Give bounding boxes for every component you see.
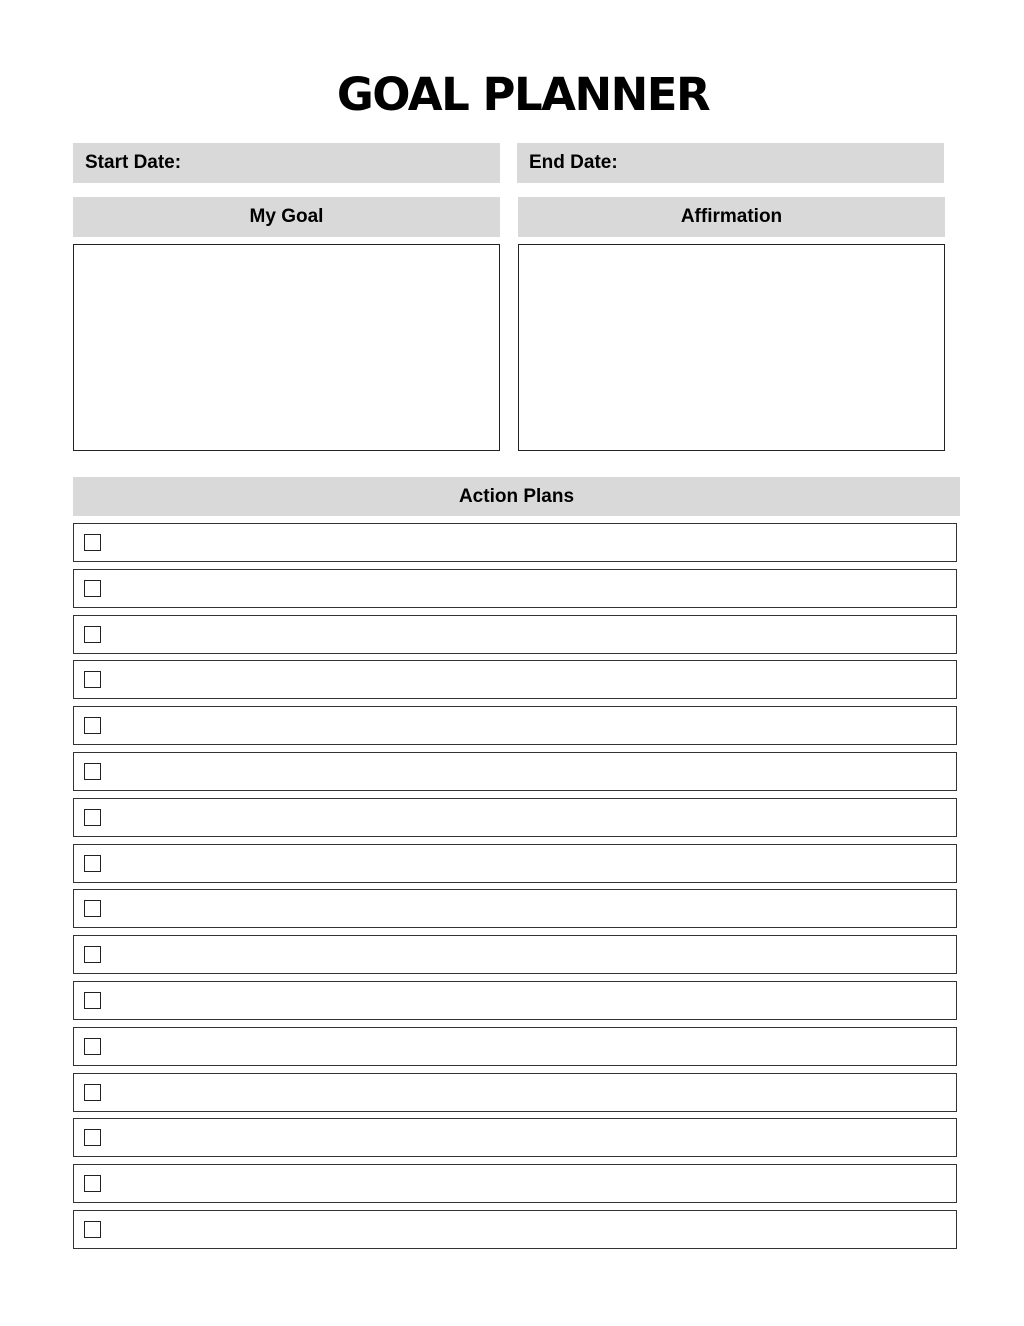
checkbox-icon[interactable] xyxy=(84,946,101,963)
action-plan-row[interactable] xyxy=(73,1210,957,1249)
action-plan-row[interactable] xyxy=(73,935,957,974)
checkbox-icon[interactable] xyxy=(84,992,101,1009)
action-plan-row[interactable] xyxy=(73,660,957,699)
checkbox-icon[interactable] xyxy=(84,1129,101,1146)
action-plans-header: Action Plans xyxy=(73,477,960,516)
action-plan-row[interactable] xyxy=(73,798,957,837)
affirmation-textbox[interactable] xyxy=(518,244,945,451)
checkbox-icon[interactable] xyxy=(84,900,101,917)
action-plan-row[interactable] xyxy=(73,706,957,745)
action-plan-row[interactable] xyxy=(73,981,957,1020)
my-goal-header: My Goal xyxy=(73,197,500,237)
checkbox-icon[interactable] xyxy=(84,1175,101,1192)
checkbox-icon[interactable] xyxy=(84,1038,101,1055)
action-plan-row[interactable] xyxy=(73,1118,957,1157)
checkbox-icon[interactable] xyxy=(84,534,101,551)
affirmation-header: Affirmation xyxy=(518,197,945,237)
start-date-field[interactable] xyxy=(73,143,500,183)
action-plan-row[interactable] xyxy=(73,1073,957,1112)
end-date-label: End Date: xyxy=(529,152,618,173)
end-date-field[interactable] xyxy=(517,143,944,183)
checkbox-icon[interactable] xyxy=(84,763,101,780)
checkbox-icon[interactable] xyxy=(84,626,101,643)
page-title: GOAL PLANNER xyxy=(336,68,710,121)
checkbox-icon[interactable] xyxy=(84,580,101,597)
action-plan-row[interactable] xyxy=(73,523,957,562)
checkbox-icon[interactable] xyxy=(84,1084,101,1101)
action-plan-row[interactable] xyxy=(73,615,957,654)
checkbox-icon[interactable] xyxy=(84,1221,101,1238)
action-plan-row[interactable] xyxy=(73,569,957,608)
checkbox-icon[interactable] xyxy=(84,809,101,826)
action-plan-row[interactable] xyxy=(73,1164,957,1203)
my-goal-textbox[interactable] xyxy=(73,244,500,451)
action-plan-row[interactable] xyxy=(73,752,957,791)
checkbox-icon[interactable] xyxy=(84,855,101,872)
action-plan-row[interactable] xyxy=(73,1027,957,1066)
checkbox-icon[interactable] xyxy=(84,671,101,688)
action-plan-row[interactable] xyxy=(73,844,957,883)
checkbox-icon[interactable] xyxy=(84,717,101,734)
action-plan-row[interactable] xyxy=(73,889,957,928)
start-date-label: Start Date: xyxy=(85,152,182,173)
